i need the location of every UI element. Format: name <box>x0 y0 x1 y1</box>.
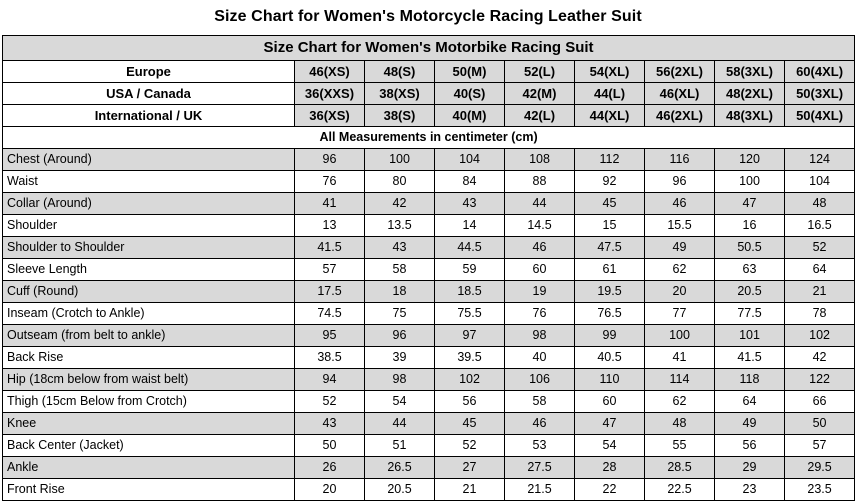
measurement-value: 104 <box>785 171 855 193</box>
measurement-value: 74.5 <box>295 303 365 325</box>
banner-title: Size Chart for Women's Motorbike Racing Suit <box>3 36 855 61</box>
measurement-value: 64 <box>715 391 785 413</box>
measurement-value: 43 <box>365 237 435 259</box>
measurement-value: 46 <box>645 193 715 215</box>
measurement-value: 52 <box>785 237 855 259</box>
region-value: 48(3XL) <box>715 105 785 127</box>
measurement-label: Hip (18cm below from waist belt) <box>3 369 295 391</box>
measurement-label: Shoulder to Shoulder <box>3 237 295 259</box>
measurement-label: Chest (Around) <box>3 149 295 171</box>
measurement-label: Back Center (Jacket) <box>3 435 295 457</box>
region-value: 50(4XL) <box>785 105 855 127</box>
measurement-value: 26 <box>295 457 365 479</box>
region-value: 44(XL) <box>575 105 645 127</box>
measurement-value: 77.5 <box>715 303 785 325</box>
measurement-value: 76 <box>505 303 575 325</box>
measurement-value: 18.5 <box>435 281 505 303</box>
region-value: 52(L) <box>505 61 575 83</box>
measurement-value: 60 <box>505 259 575 281</box>
measurement-value: 50 <box>295 435 365 457</box>
region-value: 54(XL) <box>575 61 645 83</box>
measurement-value: 16 <box>715 215 785 237</box>
measurement-value: 27.5 <box>505 457 575 479</box>
measurement-value: 14 <box>435 215 505 237</box>
measurement-value: 18 <box>365 281 435 303</box>
measurement-value: 56 <box>715 435 785 457</box>
measurement-value: 17.5 <box>295 281 365 303</box>
measurement-value: 96 <box>295 149 365 171</box>
all-measurements-row <box>3 127 855 149</box>
measurement-value: 96 <box>365 325 435 347</box>
measurement-value: 75 <box>365 303 435 325</box>
region-value: 50(3XL) <box>785 83 855 105</box>
measurement-value: 21 <box>435 479 505 501</box>
measurement-value: 38.5 <box>295 347 365 369</box>
measurement-value: 77 <box>645 303 715 325</box>
measurement-value: 21.5 <box>505 479 575 501</box>
measurement-value: 116 <box>645 149 715 171</box>
measurement-label: Front Rise <box>3 479 295 501</box>
measurement-value: 106 <box>505 369 575 391</box>
measurement-value: 28.5 <box>645 457 715 479</box>
table-row <box>3 171 855 193</box>
measurement-value: 50.5 <box>715 237 785 259</box>
measurement-value: 97 <box>435 325 505 347</box>
measurement-value: 22.5 <box>645 479 715 501</box>
measurement-value: 108 <box>505 149 575 171</box>
measurement-value: 58 <box>365 259 435 281</box>
measurement-value: 99 <box>575 325 645 347</box>
measurement-value: 58 <box>505 391 575 413</box>
region-value: 48(2XL) <box>715 83 785 105</box>
region-row-international-uk <box>3 105 855 127</box>
measurement-value: 54 <box>365 391 435 413</box>
region-value: 38(S) <box>365 105 435 127</box>
measurement-value: 54 <box>575 435 645 457</box>
table-row <box>3 215 855 237</box>
measurement-value: 66 <box>785 391 855 413</box>
measurement-value: 110 <box>575 369 645 391</box>
measurement-value: 44 <box>365 413 435 435</box>
measurement-value: 49 <box>645 237 715 259</box>
measurement-value: 13.5 <box>365 215 435 237</box>
region-value: 40(S) <box>435 83 505 105</box>
measurement-value: 48 <box>645 413 715 435</box>
measurement-value: 98 <box>365 369 435 391</box>
measurement-value: 95 <box>295 325 365 347</box>
measurement-value: 16.5 <box>785 215 855 237</box>
measurement-value: 46 <box>505 237 575 259</box>
measurement-label: Outseam (from belt to ankle) <box>3 325 295 347</box>
region-row-usa-canada <box>3 83 855 105</box>
measurement-value: 84 <box>435 171 505 193</box>
table-row <box>3 325 855 347</box>
measurement-label: Ankle <box>3 457 295 479</box>
measurement-value: 27 <box>435 457 505 479</box>
table-row <box>3 259 855 281</box>
measurement-value: 47 <box>715 193 785 215</box>
table-row <box>3 391 855 413</box>
measurement-value: 49 <box>715 413 785 435</box>
measurement-value: 61 <box>575 259 645 281</box>
measurement-value: 55 <box>645 435 715 457</box>
measurement-value: 39.5 <box>435 347 505 369</box>
measurement-value: 62 <box>645 391 715 413</box>
region-value: 36(XXS) <box>295 83 365 105</box>
region-value: 36(XS) <box>295 105 365 127</box>
measurement-value: 80 <box>365 171 435 193</box>
measurement-value: 42 <box>365 193 435 215</box>
size-chart-table <box>2 35 855 501</box>
region-value: 42(M) <box>505 83 575 105</box>
measurement-value: 43 <box>295 413 365 435</box>
measurement-label: Knee <box>3 413 295 435</box>
measurement-value: 40 <box>505 347 575 369</box>
measurement-value: 22 <box>575 479 645 501</box>
measurement-value: 118 <box>715 369 785 391</box>
measurement-value: 101 <box>715 325 785 347</box>
measurement-label: Thigh (15cm Below from Crotch) <box>3 391 295 413</box>
measurement-value: 124 <box>785 149 855 171</box>
measurement-value: 19.5 <box>575 281 645 303</box>
measurement-value: 94 <box>295 369 365 391</box>
banner-row <box>3 36 855 61</box>
measurement-value: 45 <box>435 413 505 435</box>
measurement-value: 92 <box>575 171 645 193</box>
measurement-value: 15.5 <box>645 215 715 237</box>
measurement-value: 102 <box>435 369 505 391</box>
measurement-value: 28 <box>575 457 645 479</box>
table-row <box>3 457 855 479</box>
measurement-value: 46 <box>505 413 575 435</box>
measurement-value: 23.5 <box>785 479 855 501</box>
all-measurements-note: All Measurements in centimeter (cm) <box>3 127 855 149</box>
measurement-value: 56 <box>435 391 505 413</box>
region-value: 60(4XL) <box>785 61 855 83</box>
table-row <box>3 281 855 303</box>
table-row <box>3 369 855 391</box>
region-label-europe: Europe <box>3 61 295 83</box>
table-row <box>3 237 855 259</box>
measurement-value: 57 <box>785 435 855 457</box>
measurement-value: 60 <box>575 391 645 413</box>
measurement-value: 88 <box>505 171 575 193</box>
measurement-value: 47 <box>575 413 645 435</box>
measurement-value: 14.5 <box>505 215 575 237</box>
table-row <box>3 303 855 325</box>
region-value: 46(XS) <box>295 61 365 83</box>
measurement-label: Cuff (Round) <box>3 281 295 303</box>
measurement-label: Shoulder <box>3 215 295 237</box>
measurement-value: 122 <box>785 369 855 391</box>
measurement-value: 75.5 <box>435 303 505 325</box>
region-label-usa-canada: USA / Canada <box>3 83 295 105</box>
measurement-value: 63 <box>715 259 785 281</box>
measurement-label: Collar (Around) <box>3 193 295 215</box>
measurement-value: 47.5 <box>575 237 645 259</box>
measurement-value: 15 <box>575 215 645 237</box>
measurement-value: 64 <box>785 259 855 281</box>
measurement-value: 20 <box>645 281 715 303</box>
measurement-value: 20 <box>295 479 365 501</box>
measurement-value: 100 <box>715 171 785 193</box>
region-value: 46(2XL) <box>645 105 715 127</box>
measurement-label: Waist <box>3 171 295 193</box>
measurement-value: 23 <box>715 479 785 501</box>
measurement-value: 41.5 <box>715 347 785 369</box>
measurement-value: 100 <box>365 149 435 171</box>
measurement-value: 120 <box>715 149 785 171</box>
measurement-value: 52 <box>295 391 365 413</box>
measurement-value: 29 <box>715 457 785 479</box>
measurement-value: 96 <box>645 171 715 193</box>
measurement-value: 44.5 <box>435 237 505 259</box>
measurement-value: 53 <box>505 435 575 457</box>
measurement-value: 26.5 <box>365 457 435 479</box>
measurement-value: 78 <box>785 303 855 325</box>
measurement-value: 76 <box>295 171 365 193</box>
measurement-value: 20.5 <box>365 479 435 501</box>
measurement-value: 100 <box>645 325 715 347</box>
measurement-value: 41 <box>645 347 715 369</box>
measurement-value: 39 <box>365 347 435 369</box>
measurement-value: 43 <box>435 193 505 215</box>
measurement-value: 40.5 <box>575 347 645 369</box>
measurement-label: Back Rise <box>3 347 295 369</box>
measurement-value: 13 <box>295 215 365 237</box>
measurement-value: 102 <box>785 325 855 347</box>
measurement-value: 45 <box>575 193 645 215</box>
size-chart-body <box>3 36 855 501</box>
measurement-value: 19 <box>505 281 575 303</box>
region-value: 50(M) <box>435 61 505 83</box>
region-value: 58(3XL) <box>715 61 785 83</box>
measurement-value: 51 <box>365 435 435 457</box>
table-row <box>3 479 855 501</box>
measurement-value: 50 <box>785 413 855 435</box>
measurement-value: 20.5 <box>715 281 785 303</box>
table-row <box>3 435 855 457</box>
measurement-value: 104 <box>435 149 505 171</box>
region-value: 38(XS) <box>365 83 435 105</box>
region-value: 44(L) <box>575 83 645 105</box>
measurement-value: 114 <box>645 369 715 391</box>
table-row <box>3 413 855 435</box>
region-row-europe <box>3 61 855 83</box>
region-value: 46(XL) <box>645 83 715 105</box>
measurement-value: 57 <box>295 259 365 281</box>
measurement-value: 41.5 <box>295 237 365 259</box>
measurement-label: Inseam (Crotch to Ankle) <box>3 303 295 325</box>
region-value: 40(M) <box>435 105 505 127</box>
measurement-label: Sleeve Length <box>3 259 295 281</box>
measurement-value: 48 <box>785 193 855 215</box>
measurement-value: 41 <box>295 193 365 215</box>
measurement-value: 62 <box>645 259 715 281</box>
table-row <box>3 149 855 171</box>
measurement-value: 76.5 <box>575 303 645 325</box>
table-row <box>3 193 855 215</box>
region-value: 56(2XL) <box>645 61 715 83</box>
measurement-value: 98 <box>505 325 575 347</box>
measurement-value: 59 <box>435 259 505 281</box>
measurement-value: 52 <box>435 435 505 457</box>
region-value: 48(S) <box>365 61 435 83</box>
measurement-value: 112 <box>575 149 645 171</box>
region-value: 42(L) <box>505 105 575 127</box>
measurement-value: 21 <box>785 281 855 303</box>
region-label-international-uk: International / UK <box>3 105 295 127</box>
measurement-value: 42 <box>785 347 855 369</box>
measurement-value: 29.5 <box>785 457 855 479</box>
measurement-value: 44 <box>505 193 575 215</box>
page-title: Size Chart for Women's Motorcycle Racing Leather Suit <box>214 8 642 25</box>
table-row <box>3 347 855 369</box>
